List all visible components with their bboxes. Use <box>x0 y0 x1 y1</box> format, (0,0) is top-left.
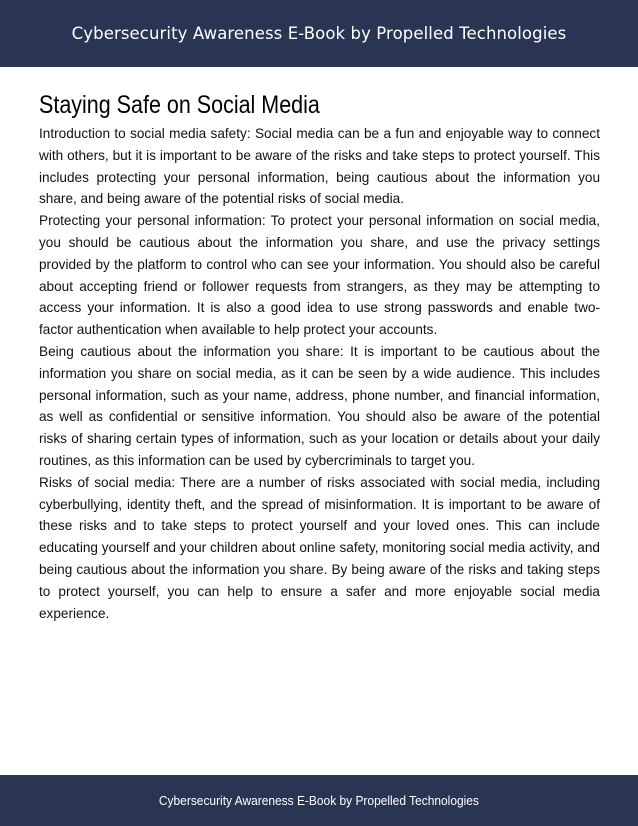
page-title: Staying Safe on Social Media <box>39 91 320 119</box>
footer-banner <box>0 775 638 826</box>
section-text: It is important to be cautious about the information you share on social media, as it can be seen by a wide audience. This includes personal information, such as your name, address, phone number, and financial information, as well as confidential or sensitive information. You should also be aware of the potential risks of sharing certain types of information, such as your location or details about your daily routines, as this information can be used by cybercriminals to target you. <box>39 343 600 468</box>
section-introduction <box>39 123 600 210</box>
section-text: Social media can be a fun and enjoyable way to connect with others, but it is important to be aware of the risks and take steps to protect yourself. This includes protecting your personal information, being cautious about the information you share, and being aware of the potential risks of social media. <box>39 126 601 207</box>
section-lead: Risks of social media: <box>39 474 176 490</box>
section-lead: Being cautious about the information you share: <box>39 343 344 359</box>
section-cautious-sharing <box>39 341 600 472</box>
section-lead: Introduction to social media safety: <box>39 126 251 141</box>
section-text: To protect your personal information on social media, you should be cautious about the information you share, and use the privacy settings provided by the platform to control who can see your information. You should also be careful about accepting friend or follower requests from strangers, as they may be attempting to access your information. It is also a good idea to use strong passwords and enable two-factor authentication when available to help protect your accounts. <box>39 213 600 338</box>
section-protecting-personal-info <box>39 210 600 341</box>
section-text: There are a number of risks associated with social media, including cyberbullying, identity theft, and the spread of misinformation. It is important to be aware of these risks and to take steps to protect yourself and your loved ones. This can include educating yourself and your children about online safety, monitoring social media activity, and being cautious about the information you share. By being aware of the risks and taking steps to protect yourself, you can help to ensure a safer and more enjoyable social media experience. <box>39 474 600 621</box>
header-title: Cybersecurity Awareness E-Book by Propelled Technologies <box>71 24 567 43</box>
page-content <box>39 88 600 624</box>
section-risks <box>39 472 600 625</box>
header-banner <box>0 0 638 67</box>
footer-text: Cybersecurity Awareness E-Book by Propelled Technologies <box>158 793 479 808</box>
section-lead: Protecting your personal information: <box>39 213 266 229</box>
